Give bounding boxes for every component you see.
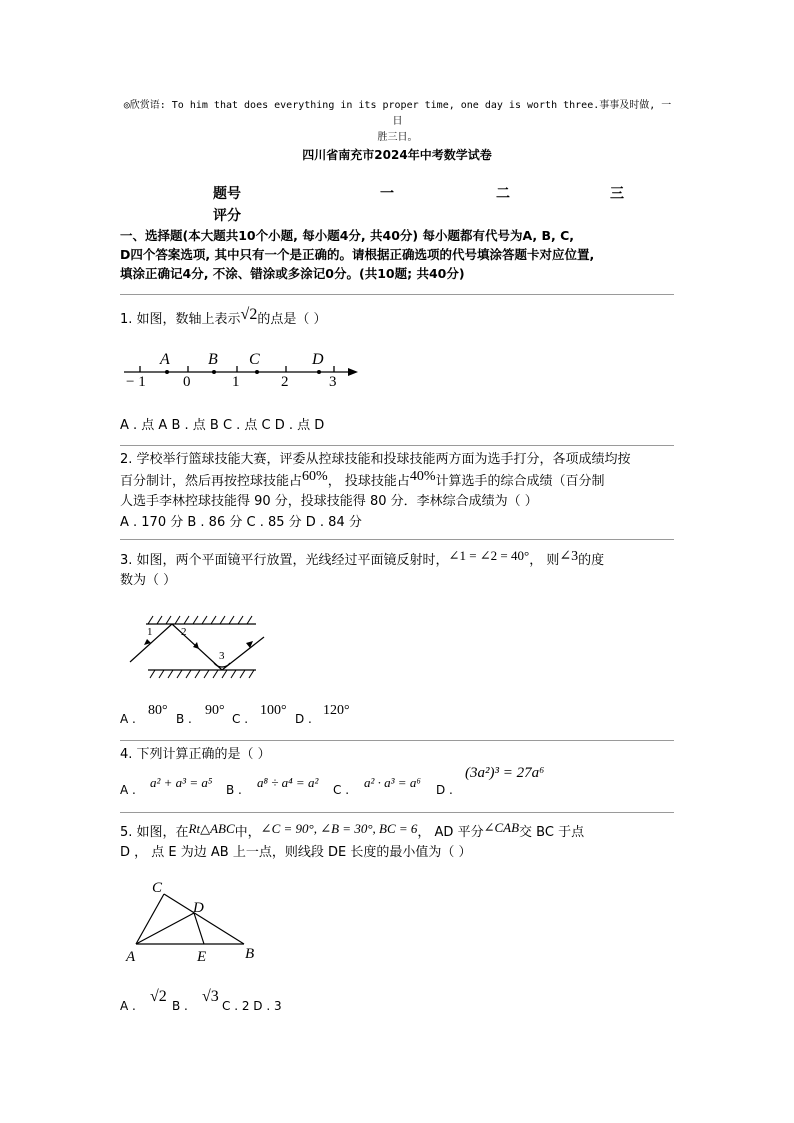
point-c (255, 370, 259, 374)
question-1 (120, 306, 327, 330)
q3-text-pre: 3. 如图，两个平面镜平行放置，光线经过平面镜反射时， (120, 553, 449, 568)
q2-percent-2: 40% (409, 469, 436, 484)
q5-angle-cab: ∠CAB (483, 820, 520, 835)
q1-text-pre: 1. 如图，数轴上表示 (120, 312, 241, 327)
vertex-b-label: B (245, 946, 255, 962)
arrow-icon (193, 642, 199, 649)
q3-option-d-value: 120° (323, 703, 350, 718)
q2-line-2-pre: 百分制计，然后再按控球技能占 (120, 474, 303, 489)
q3-option-b-value: 90° (205, 703, 225, 718)
q4-option-d-value: (3a²)³ = 27a⁶ (465, 765, 545, 781)
label-a: A (160, 351, 170, 368)
tick-label-3: 3 (329, 374, 337, 390)
score-row-label-number: 题号 (213, 186, 241, 202)
q1-text-post: 的点是（ ） (257, 312, 327, 327)
q1-options: A . 点 A B . 点 B C . 点 C D . 点 D (120, 418, 325, 433)
q2-percent-1: 60% (302, 469, 328, 484)
number-line-figure (118, 344, 368, 392)
point-d (317, 370, 321, 374)
q2-line-2-post: 计算选手的综合成绩（百分制 (435, 474, 605, 489)
divider (120, 812, 674, 813)
q3-option-a-value: 80° (148, 703, 168, 718)
q3-option-b-label: B . (176, 712, 192, 726)
section-1-line-2: D四个答案选项, 其中只有一个是正确的。请根据正确选项的代号填涂答题卡对应位置, (120, 247, 595, 262)
arrow-icon (348, 368, 358, 376)
q5-option-b-value: √3 (202, 988, 219, 1005)
section-1-line-1: 一、选择题(本大题共10个小题, 每小题4分, 共40分) 每小题都有代号为A, B, C, (120, 228, 575, 243)
score-row-label-score: 评分 (213, 208, 241, 224)
q5-text-mid1: 中， (234, 825, 261, 840)
question-4: 4. 下列计算正确的是（ ） (120, 747, 271, 762)
label-d: D (312, 351, 324, 368)
score-col-1: 一 (380, 186, 394, 202)
q5-text-mid2: ， AD 平分 (417, 825, 484, 840)
q2-line-1: 2. 学校举行篮球技能大赛，评委从控球技能和投球技能两方面为选手打分，各项成绩均按 (120, 452, 631, 467)
tick-label-0: 0 (183, 374, 191, 390)
point-e-label: E (197, 949, 207, 965)
q1-math: √2 (240, 306, 258, 323)
q4-option-b-value: a⁸ ÷ a⁴ = a² (257, 775, 319, 790)
point-b (212, 370, 216, 374)
q5-line-1 (120, 822, 680, 843)
q3-option-c-label: C . (232, 712, 249, 726)
angle-3-arc (214, 663, 230, 667)
mirror-figure (124, 612, 269, 694)
q5-option-b-label: B . (172, 999, 188, 1013)
question-2 (120, 450, 680, 512)
question-5 (120, 822, 680, 863)
side-cb (164, 894, 244, 944)
q3-option-a-label: A . (120, 712, 136, 726)
motto-line-1: ◎欣赏语: To him that does everything in its proper time, one day is worth three.事事及时做, 一日 (123, 100, 672, 127)
q2-line-2 (120, 469, 680, 492)
tick-label-minus-1: − 1 (126, 374, 146, 390)
q5-line-2: D ， 点 E 为边 AB 上一点，则线段 DE 长度的最小值为（ ） (120, 845, 472, 860)
triangle-figure (124, 880, 264, 966)
motto-line-2: 胜三日。 (377, 132, 418, 143)
question-3 (120, 550, 680, 591)
q2-line-2-mid: ， 投球技能占 (327, 474, 410, 489)
q3-math-angle3: ∠3 (559, 549, 579, 564)
q4-option-c-label: C . (333, 783, 350, 797)
q3-text-post: 的度 (578, 553, 605, 568)
divider (120, 539, 674, 540)
q5-text-post: 交 BC 于点 (519, 825, 585, 840)
q3-line-1 (120, 550, 680, 571)
q2-options: A . 170 分 B . 86 分 C . 85 分 D . 84 分 (120, 515, 362, 530)
q3-option-c-value: 100° (260, 703, 287, 718)
q4-option-c-value: a² · a³ = a⁶ (364, 775, 421, 790)
point-d-label: D (193, 900, 204, 916)
top-mirror-hatch (148, 616, 252, 624)
q5-triangle: Rt△ABC (188, 821, 235, 836)
label-b: B (208, 351, 218, 368)
q3-math-angles: ∠1 = ∠2 = 40° (448, 548, 530, 563)
divider (120, 294, 674, 295)
score-col-3: 三 (610, 186, 624, 202)
tick-label-2: 2 (281, 374, 289, 390)
score-col-2: 二 (496, 186, 510, 202)
q4-option-a-value: a² + a³ = a⁵ (150, 775, 213, 790)
q2-line-3: 人选手李林控球技能得 90 分，投球技能得 80 分．李林综合成绩为（ ） (120, 494, 538, 509)
q3-option-d-label: D . (295, 712, 312, 726)
q3-line-2: 数为（ ） (120, 573, 177, 588)
vertex-c-label: C (152, 880, 163, 896)
q4-option-d-label: D . (436, 783, 453, 797)
q5-option-a-value: √2 (150, 988, 167, 1005)
divider (120, 445, 674, 446)
section-1-line-3: 填涂正确记4分, 不涂、错涂或多涂记0分。(共10题; 共40分) (120, 266, 465, 281)
q3-text-mid: ， 则 (529, 553, 560, 568)
q5-option-a-label: A . (120, 999, 136, 1013)
angle-label-1: 1 (147, 626, 153, 638)
exam-title: 四川省南充市2024年中考数学试卷 (302, 148, 492, 162)
q5-text-pre: 5. 如图，在 (120, 825, 189, 840)
bottom-mirror-hatch (150, 670, 254, 678)
vertex-a-label: A (126, 949, 136, 965)
angle-label-3: 3 (219, 650, 225, 662)
motto (120, 98, 675, 146)
label-c: C (249, 351, 260, 368)
q4-option-b-label: B . (226, 783, 242, 797)
angle-label-2: 2 (181, 626, 187, 638)
q5-option-cd: C . 2 D . 3 (222, 999, 282, 1013)
q5-conditions: ∠C = 90°, ∠B = 30°, BC = 6 (260, 821, 418, 836)
q4-option-a-label: A . (120, 783, 136, 797)
tick-label-1: 1 (232, 374, 240, 390)
section-1-heading (120, 226, 680, 283)
point-a (165, 370, 169, 374)
divider (120, 740, 674, 741)
